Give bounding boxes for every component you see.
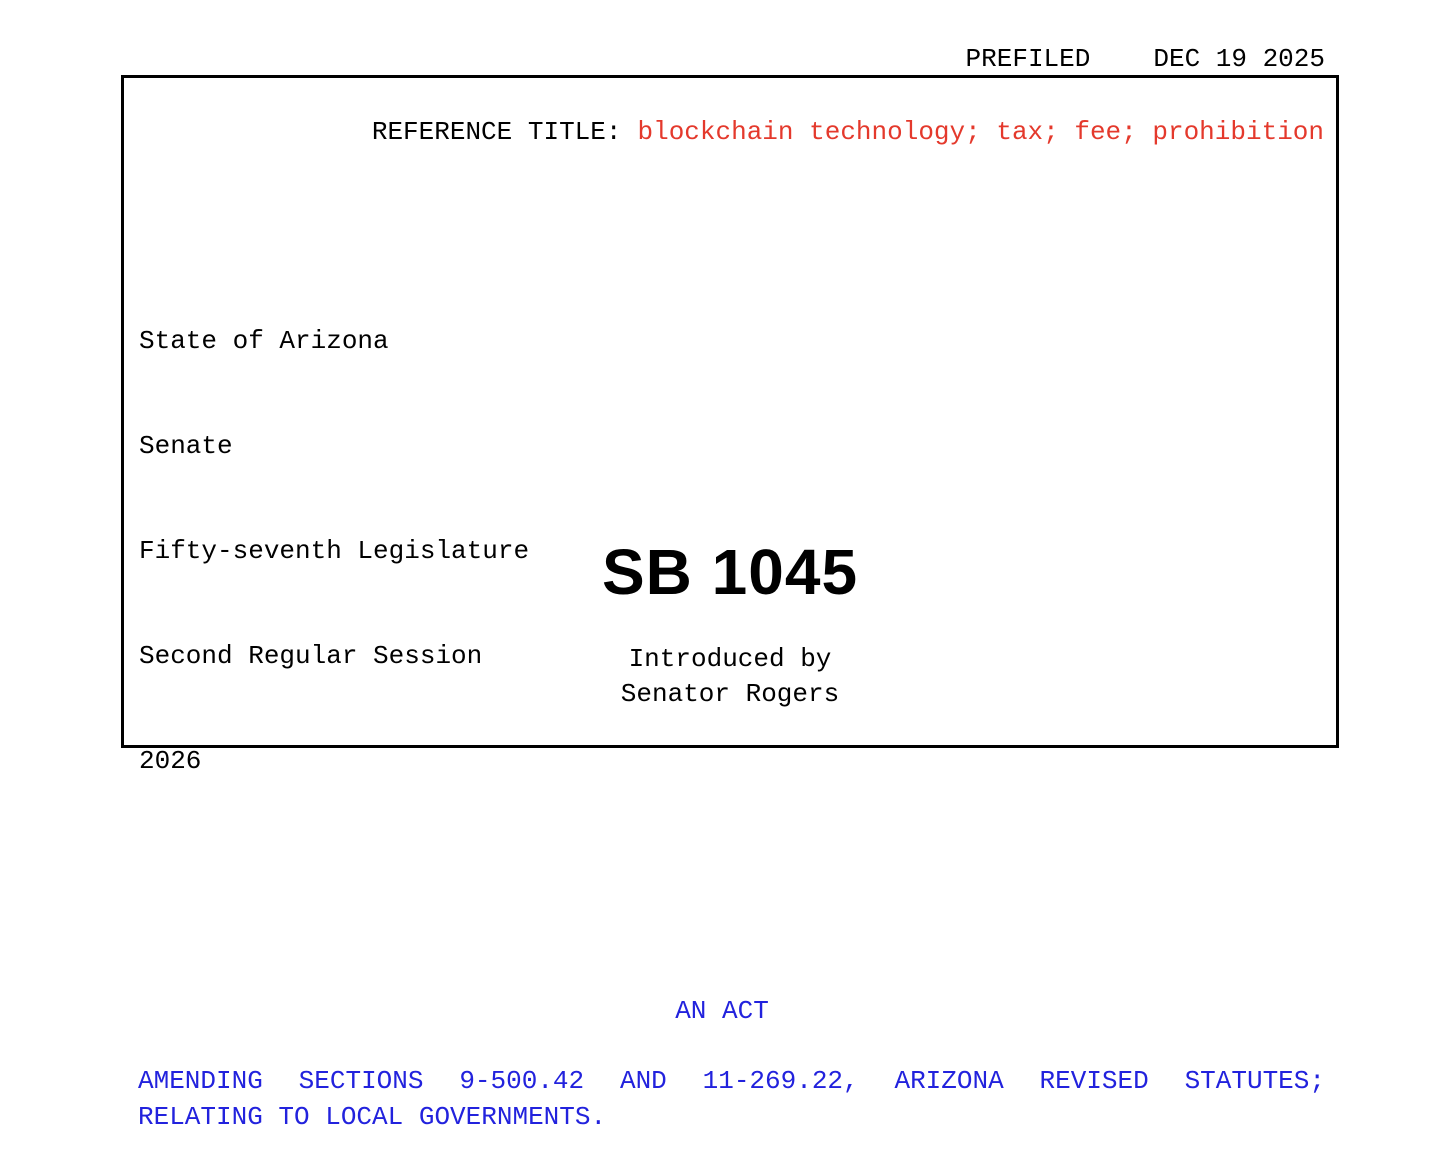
prefiled-gap — [1090, 44, 1153, 74]
state-line: 2026 — [139, 746, 202, 776]
act-word: SECTIONS — [298, 1066, 424, 1096]
reference-title-label: REFERENCE TITLE: — [371, 117, 622, 147]
act-word: 11-269.22, — [702, 1066, 859, 1096]
prefiled-date: DEC 19 2025 — [1153, 44, 1325, 74]
prefiled-stamp — [966, 44, 1325, 74]
introduced-by-label: Introduced by — [628, 644, 832, 674]
act-word: STATUTES; — [1184, 1066, 1325, 1096]
state-line: Second Regular Session — [139, 641, 483, 671]
state-line: Senate — [139, 431, 233, 461]
bill-number: SB 1045 — [601, 536, 859, 608]
prefiled-label: PREFILED — [965, 44, 1091, 74]
act-word: AMENDING — [138, 1066, 263, 1096]
an-act-heading: AN ACT — [675, 996, 769, 1026]
reference-title-line — [278, 84, 1324, 180]
introduced-by-block — [124, 642, 1336, 712]
sponsor-name: Senator Rogers — [620, 679, 840, 709]
act-summary — [138, 1063, 1325, 1135]
reference-title-value: blockchain technology; tax; fee; prohibition — [637, 117, 1324, 147]
act-word: 9-500.42 — [459, 1066, 585, 1096]
act-relating-line: RELATING TO LOCAL GOVERNMENTS. — [138, 1102, 607, 1132]
act-word: AND — [619, 1066, 667, 1096]
header-box — [121, 75, 1339, 776]
act-word: ARIZONA — [894, 1066, 1004, 1096]
act-amending-line — [138, 1063, 1325, 1099]
state-line: State of Arizona — [139, 326, 389, 356]
state-line: Fifty-seventh Legislature — [139, 536, 530, 566]
act-word: REVISED — [1039, 1066, 1149, 1096]
